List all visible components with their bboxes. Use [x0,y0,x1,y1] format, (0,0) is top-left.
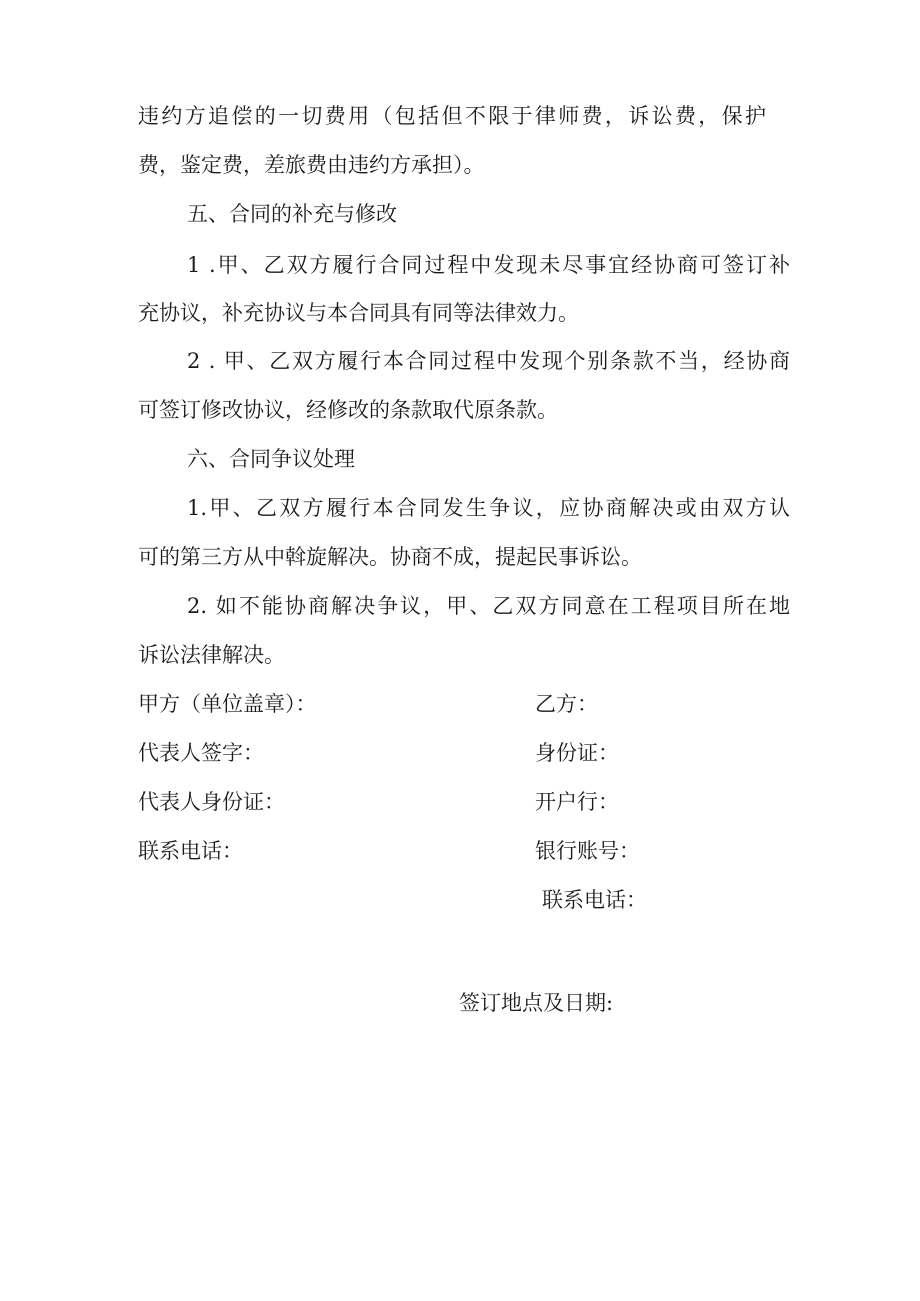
section-5-item-2-line-2: 可签订修改协议，经修改的条款取代原条款。 [138,398,558,422]
section-5-item-1-line-1: 1 .甲、乙双方履行合同过程中发现未尽事宜经协商可签订补 [187,253,790,277]
party-a-rep-signature-label: 代表人签字： [138,741,264,765]
party-a-rep-id-label: 代表人身份证： [138,790,285,814]
party-b-id-label: 身份证： [535,741,619,765]
section-5-heading: 五、合同的补充与修改 [187,202,397,226]
section-6-item-1-line-1: 1.甲、乙双方履行本合同发生争议，应协商解决或由双方认 [187,496,790,520]
party-a-phone-label: 联系电话： [138,839,243,863]
section-5-item-2-line-1: 2 . 甲、乙双方履行本合同过程中发现个别条款不当，经协商 [187,349,790,373]
section-6-heading: 六、合同争议处理 [187,447,355,471]
section-6-item-2-line-2: 诉讼法律解决。 [138,643,285,667]
section-5-item-1-line-2: 充协议，补充协议与本合同具有同等法律效力。 [138,301,579,325]
clause-4-tail-line-2: 费，鉴定费，差旅费由违约方承担）。 [138,153,485,177]
party-b-bank-label: 开户行： [535,790,619,814]
party-b-phone-label: 联系电话： [542,888,647,912]
clause-4-tail-line-1: 违约方追偿的一切费用（包括但不限于律师费，诉讼费，保护 [138,104,766,128]
party-a-seal-label: 甲方（单位盖章）： [138,692,317,716]
section-6-item-2-line-1: 2. 如不能协商解决争议，甲、乙双方同意在工程项目所在地 [187,594,790,618]
party-b-account-label: 银行账号： [535,839,640,863]
party-b-name-label: 乙方： [535,692,598,716]
section-6-item-1-line-2: 可的第三方从中斡旋解决。协商不成，提起民事诉讼。 [138,545,642,569]
signing-place-date-label: 签订地点及日期: [459,991,614,1015]
